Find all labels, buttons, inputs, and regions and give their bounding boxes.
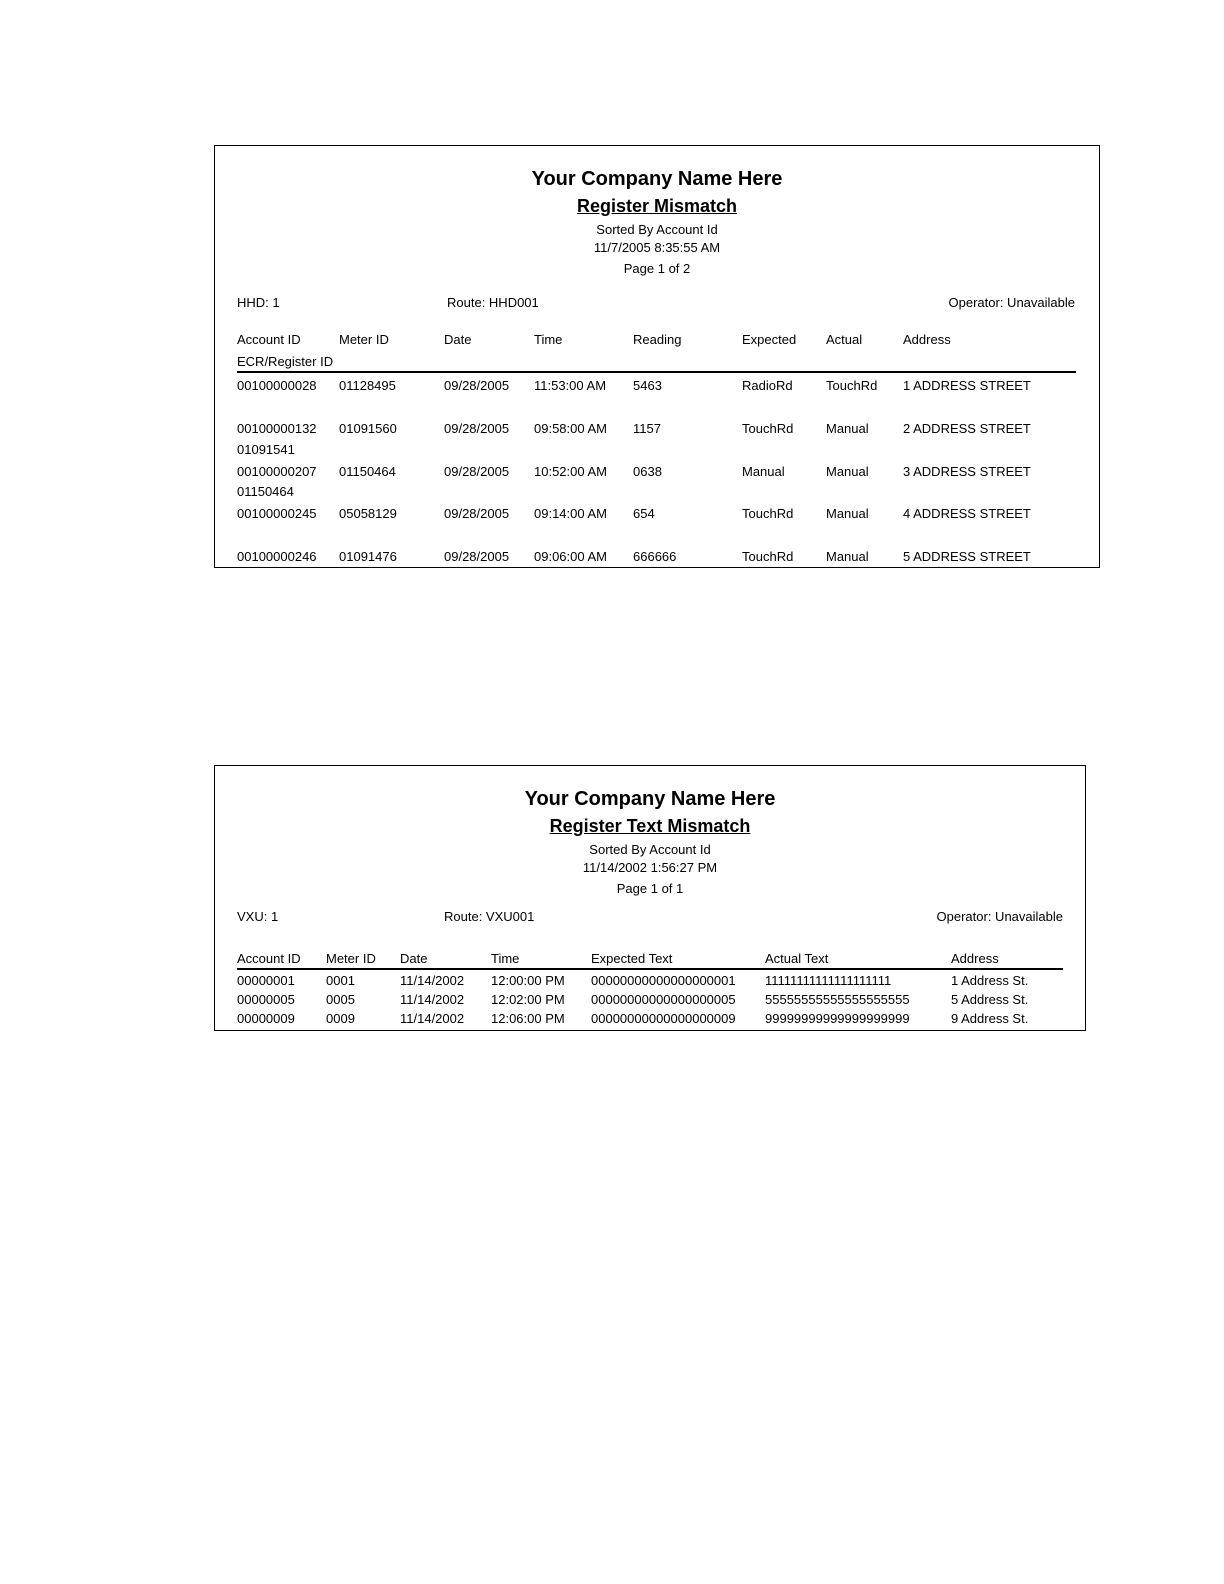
column-header: Account ID (237, 951, 301, 966)
address: 9 Address St. (951, 1011, 1029, 1026)
account-id: 00000001 (237, 973, 295, 988)
address: 2 ADDRESS STREET (903, 421, 1031, 436)
date: 11/14/2002 (400, 973, 465, 988)
column-header: Meter ID (339, 332, 389, 347)
meter-id: 01091476 (339, 549, 397, 564)
time: 09:06:00 AM (534, 549, 607, 564)
route: Route: HHD001 (447, 295, 539, 310)
date: 09/28/2005 (444, 464, 510, 479)
expected-text: 00000000000000000005 (591, 992, 736, 1007)
sorted-by: Sorted By Account Id (596, 222, 718, 237)
time: 10:52:00 AM (534, 464, 607, 479)
address: 5 ADDRESS STREET (903, 549, 1031, 564)
meter-id: 0009 (326, 1011, 355, 1026)
column-header: Actual (826, 332, 863, 347)
account-id: 00000005 (237, 992, 295, 1007)
actual-text: 11111111111111111111 (765, 973, 892, 988)
account-id: 00100000246 (237, 549, 317, 564)
time: 09:14:00 AM (534, 506, 607, 521)
expected: TouchRd (742, 506, 794, 521)
column-header: Reading (633, 332, 682, 347)
reading: 5463 (633, 378, 662, 393)
meter-id: 01128495 (339, 378, 396, 393)
expected: TouchRd (742, 421, 794, 436)
actual: Manual (826, 549, 869, 564)
column-header: Actual Text (765, 951, 829, 966)
register-id: 01150464 (237, 484, 294, 499)
column-header: Date (400, 951, 428, 966)
register-mismatch-report (214, 145, 1100, 568)
column-header: Expected (742, 332, 797, 347)
header-rule (237, 371, 1076, 373)
reading: 1157 (633, 421, 661, 436)
expected: RadioRd (742, 378, 793, 393)
address: 4 ADDRESS STREET (903, 506, 1031, 521)
column-header: Account ID (237, 332, 301, 347)
company-name: Your Company Name Here (531, 168, 783, 190)
column-header: Expected Text (591, 951, 673, 966)
account-id: 00000009 (237, 1011, 295, 1026)
actual: Manual (826, 506, 869, 521)
device-id: VXU: 1 (237, 909, 279, 924)
page-number: Page 1 of 2 (623, 261, 691, 276)
reading: 0638 (633, 464, 662, 479)
device-id: HHD: 1 (237, 295, 280, 310)
date: 11/14/2002 (400, 1011, 465, 1026)
time: 09:58:00 AM (534, 421, 607, 436)
account-id: 00100000132 (237, 421, 317, 436)
column-subheader: ECR/Register ID (237, 354, 334, 369)
address: 1 ADDRESS STREET (903, 378, 1031, 393)
time: 12:00:00 PM (491, 973, 565, 988)
expected: TouchRd (742, 549, 794, 564)
column-header: Address (903, 332, 951, 347)
operator: Operator: Unavailable (948, 295, 1075, 310)
expected: Manual (742, 464, 785, 479)
address: 5 Address St. (951, 992, 1029, 1007)
date: 09/28/2005 (444, 549, 510, 564)
register-id: 01091541 (237, 442, 295, 457)
time: 12:02:00 PM (491, 992, 565, 1007)
actual: TouchRd (826, 378, 878, 393)
report-title: Register Mismatch (576, 196, 738, 216)
account-id: 00100000207 (237, 464, 317, 479)
account-id: 00100000028 (237, 378, 317, 393)
address: 3 ADDRESS STREET (903, 464, 1031, 479)
sorted-by: Sorted By Account Id (589, 842, 711, 857)
page-number: Page 1 of 1 (616, 881, 684, 896)
expected-text: 00000000000000000009 (591, 1011, 736, 1026)
register-text-mismatch-report (214, 765, 1086, 1031)
report-datetime: 11/14/2002 1:56:27 PM (582, 860, 718, 875)
column-header: Address (951, 951, 999, 966)
account-id: 00100000245 (237, 506, 317, 521)
meter-id: 05058129 (339, 506, 397, 521)
actual-text: 99999999999999999999 (765, 1011, 910, 1026)
meter-id: 01150464 (339, 464, 396, 479)
column-header: Time (534, 332, 563, 347)
column-header: Date (444, 332, 472, 347)
date: 09/28/2005 (444, 506, 510, 521)
column-header: Time (491, 951, 520, 966)
route: Route: VXU001 (444, 909, 535, 924)
reading: 666666 (633, 549, 677, 564)
date: 11/14/2002 (400, 992, 465, 1007)
operator: Operator: Unavailable (936, 909, 1063, 924)
time: 11:53:00 AM (534, 378, 607, 393)
actual: Manual (826, 464, 869, 479)
header-rule (237, 968, 1063, 970)
company-name: Your Company Name Here (524, 788, 776, 810)
reading: 654 (633, 506, 655, 521)
report-title: Register Text Mismatch (549, 816, 751, 836)
meter-id: 01091560 (339, 421, 397, 436)
address: 1 Address St. (951, 973, 1029, 988)
report-datetime: 11/7/2005 8:35:55 AM (593, 240, 721, 255)
expected-text: 00000000000000000001 (591, 973, 736, 988)
meter-id: 0005 (326, 992, 355, 1007)
actual: Manual (826, 421, 869, 436)
time: 12:06:00 PM (491, 1011, 565, 1026)
date: 09/28/2005 (444, 421, 510, 436)
meter-id: 0001 (326, 973, 355, 988)
actual-text: 55555555555555555555 (765, 992, 910, 1007)
column-header: Meter ID (326, 951, 376, 966)
date: 09/28/2005 (444, 378, 510, 393)
